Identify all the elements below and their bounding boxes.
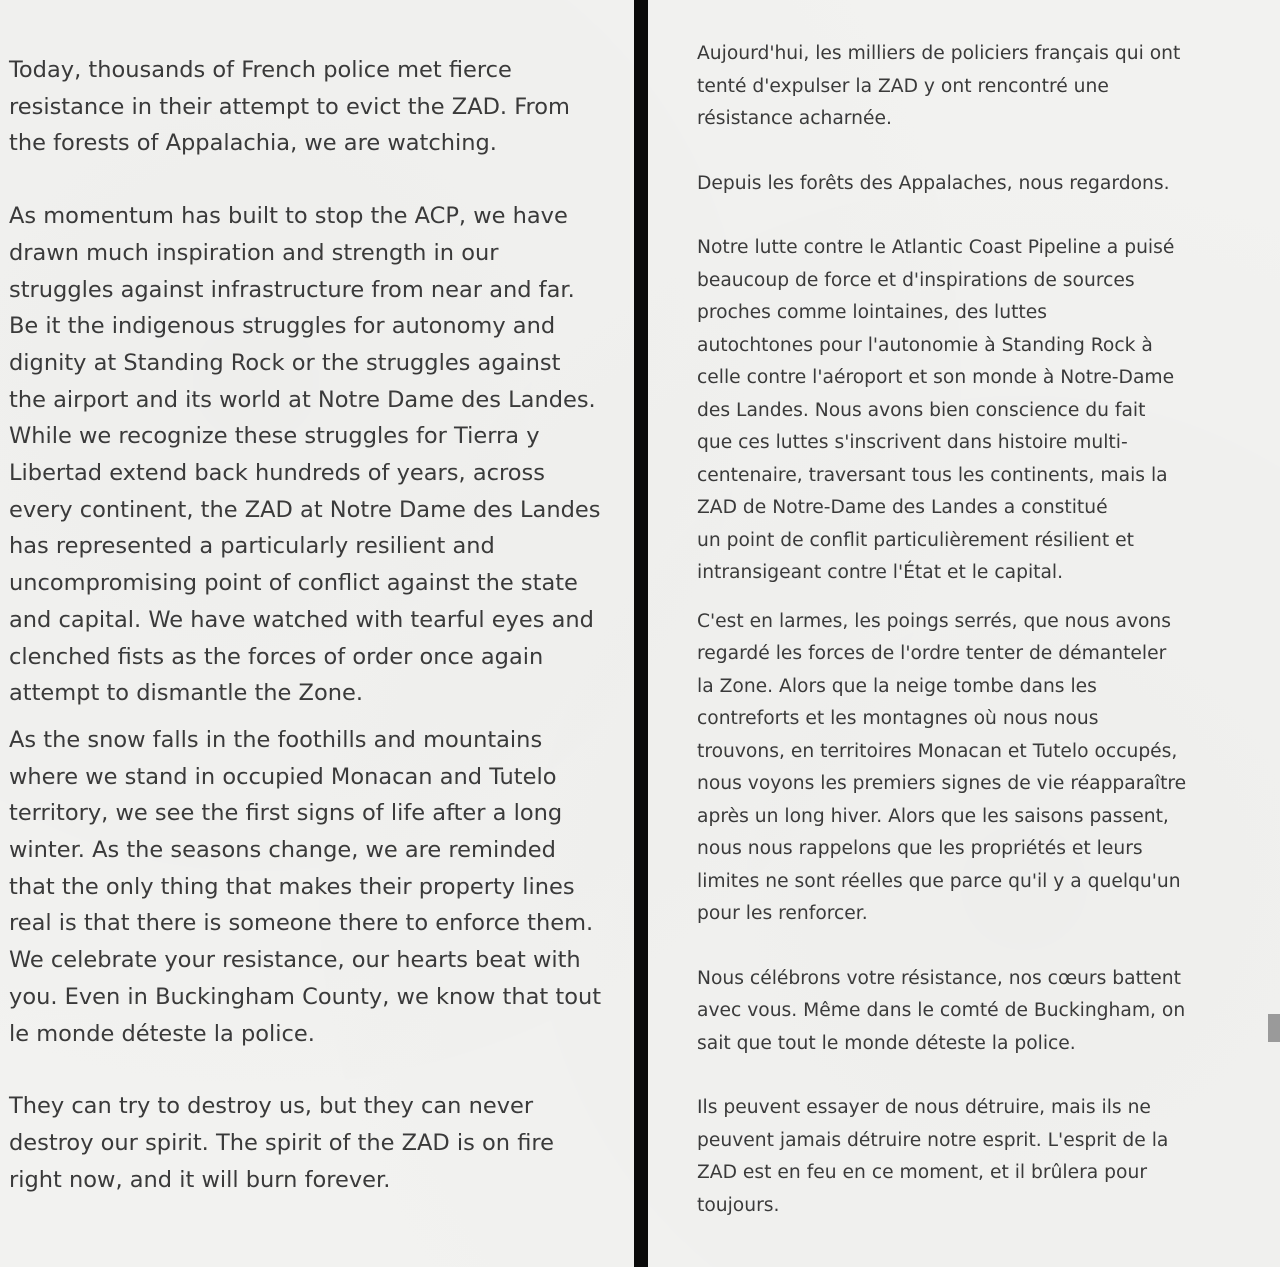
column-divider [634, 0, 648, 1267]
french-paragraph-1: Aujourd'hui, les milliers de policiers français qui ont tenté d'expulser la ZAD y ont rencontré une résistance acharnée. [697, 43, 1181, 129]
french-paragraph-5: Nous célébrons votre résistance, nos cœurs battent avec vous. Même dans le comté de Buckingham, on sait que tout le monde déteste la police. [697, 967, 1186, 1054]
french-paragraph-3: Notre lutte contre le Atlantic Coast Pipeline a puisé beaucoup de force et d'inspirations de sources proches comme lointaines, des luttes autochtones pour l'autonomie à Standing Rock à celle contre l'aéroport et son monde à Notre-Dame des Landes. Nous avons bien conscience du fait que ces luttes s'inscrivent dans histoire multi- centenaire, traversant tous les continents, mais la ZAD de Notre-Dame des Landes a constitué un point de conflit particulièrement résilient et intransigeant contre l'État et le capital. [697, 237, 1175, 583]
french-paragraph-6: Ils peuvent essayer de nous détruire, mais ils ne peuvent jamais détruire notre esprit. L'esprit de la ZAD est en feu en ce moment, et il brûlera pour toujours. [697, 1097, 1169, 1216]
french-column [697, 38, 1267, 1222]
english-paragraph-1: Today, thousands of French police met fierce resistance in their attempt to evict the ZAD. From the forests of Appalachia, we are watching. [9, 57, 570, 157]
english-paragraph-3: As the snow falls in the foothills and mountains where we stand in occupied Monacan and Tutelo territory, we see the first signs of life after a long winter. As the seasons change, we are reminded that the only thing that makes their property lines real is that there is someone there to enforce them. We celebrate your resistance, our hearts beat with you. Even in Buckingham County, we know that tout le monde déteste la police. [9, 726, 602, 1047]
scrollbar-thumb[interactable] [1268, 1014, 1280, 1042]
french-paragraph-2: Depuis les forêts des Appalaches, nous regardons. [697, 172, 1170, 194]
english-paragraph-4: They can try to destroy us, but they can never destroy our spirit. The spirit of the ZAD is on fire right now, and it will burn forever. [9, 1093, 554, 1193]
french-paragraph-4: C'est en larmes, les poings serrés, que nous avons regardé les forces de l'ordre tenter de démanteler la Zone. Alors que la neige tombe dans les contreforts et les montagnes où nous nous trouvons, en territoires Monacan et Tutelo occupés, nous voyons les premiers signes de vie réapparaître après un long hiver. Alors que les saisons passent, nous nous rappelons que les propriétés et leurs limites ne sont réelles que parce qu'il y a quelqu'un pour les renforcer. [697, 610, 1187, 924]
english-column [9, 52, 624, 1198]
english-paragraph-2: As momentum has built to stop the ACP, we have drawn much inspiration and strength in our struggles against infrastructure from near and far. Be it the indigenous struggles for autonomy and dignity at Standing Rock or the struggles against the airport and its world at Notre Dame des Landes. While we recognize these struggles for Tierra y Libertad extend back hundreds of years, across every continent, the ZAD at Notre Dame des Landes has represented a particularly resilient and uncompromising point of conflict against the state and capital. We have watched with tearful eyes and clenched fists as the forces of order once again attempt to dismantle the Zone. [9, 203, 601, 707]
